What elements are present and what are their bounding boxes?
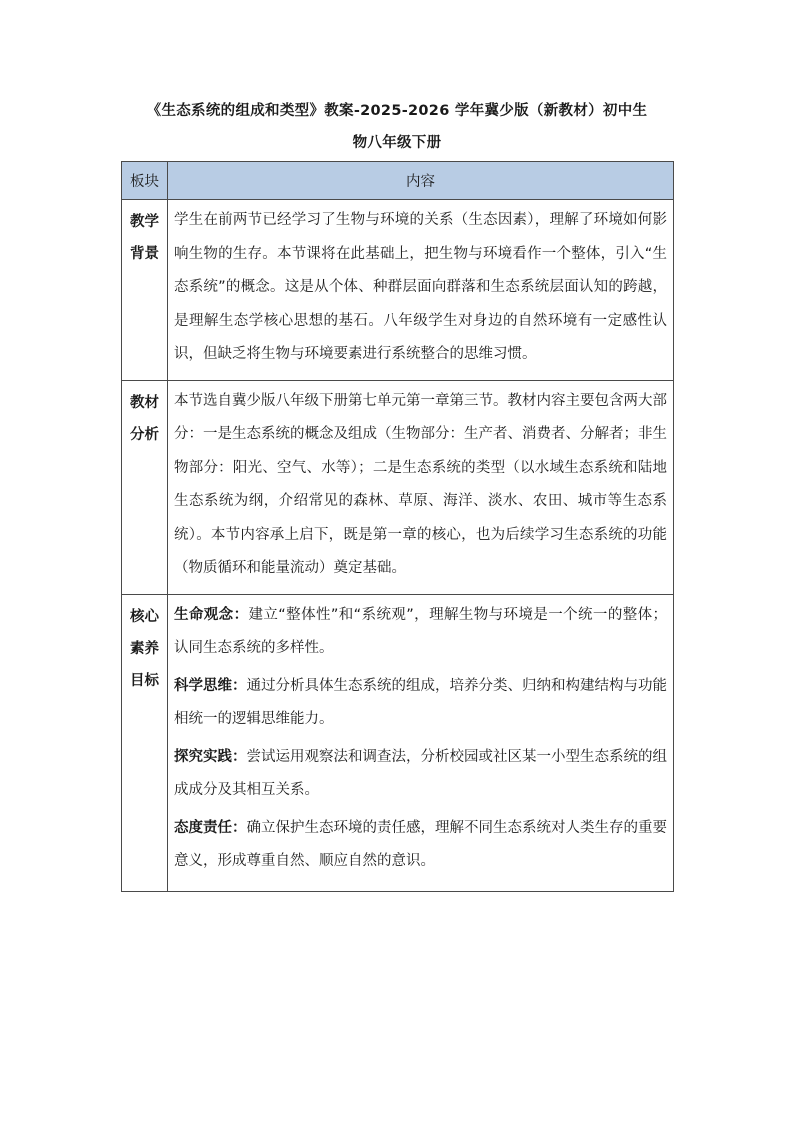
goal-scientific-thinking	[174, 670, 667, 737]
document-title	[110, 95, 684, 159]
goal-text: 建立“整体性”和“系统观”，理解生物与环境是一个统一的整体；认同生态系统的多样性。	[174, 606, 668, 656]
row-label-textbook-analysis	[122, 380, 168, 594]
row-label-teaching-background	[122, 200, 168, 381]
document-title-line-2: 物八年级下册	[352, 135, 442, 151]
goal-label: 生命观念：	[174, 606, 249, 623]
table-row-core-literacy-goals	[122, 594, 674, 891]
row-content-teaching-background: 学生在前两节已经学习了生物与环境的关系（生态因素），理解了环境如何影响生物的生存。本节课将在此基础上，把生物与环境看作一个整体，引入“生态系统”的概念。这是从个体、种群层面向群落和生态系统层面认知的跨越，是理解生态学核心思想的基石。八年级学生对身边的自然环境有一定感性认识，但缺乏将生物与环境要素进行系统整合的思维习惯。	[168, 200, 674, 381]
goal-text: 确立保护生态环境的责任感，理解不同生态系统对人类生存的重要意义，形成尊重自然、顺应自然的意识。	[174, 819, 667, 869]
goal-inquiry-practice	[174, 741, 667, 808]
row-label-text: 教学背景	[130, 214, 159, 262]
goal-life-concept	[174, 599, 667, 666]
row-label-core-literacy-goals	[122, 594, 168, 891]
row-content-textbook-analysis: 本节选自冀少版八年级下册第七单元第一章第三节。教材内容主要包含两大部分：一是生态系统的概念及组成（生物部分：生产者、消费者、分解者；非生物部分：阳光、空气、水等）；二是生态系统的类型（以水域生态系统和陆地生态系统为纲，介绍常见的森林、草原、海洋、淡水、农田、城市等生态系统）。本节内容承上启下，既是第一章的核心，也为后续学习生态系统的功能（物质循环和能量流动）奠定基础。	[168, 380, 674, 594]
goal-label: 态度责任：	[174, 819, 247, 836]
document-title-line-1: 《生态系统的组成和类型》教案-2025-2026 学年冀少版（新教材）初中生	[146, 103, 648, 119]
goal-label: 科学思维：	[174, 677, 247, 694]
goal-text: 尝试运用观察法和调查法，分析校园或社区某一小型生态系统的组成成分及其相互关系。	[174, 748, 667, 798]
lesson-plan-table	[121, 161, 674, 892]
table-header-row	[122, 162, 674, 200]
row-label-text: 核心素养目标	[130, 608, 159, 689]
goal-attitude-responsibility	[174, 812, 667, 879]
header-section: 板块	[122, 162, 168, 200]
goal-text: 通过分析具体生态系统的组成，培养分类、归纳和构建结构与功能相统一的逻辑思维能力。	[174, 677, 667, 727]
header-content: 内容	[168, 162, 674, 200]
goal-label: 探究实践：	[174, 748, 247, 765]
table-row-teaching-background	[122, 200, 674, 381]
table-row-textbook-analysis	[122, 380, 674, 594]
row-label-text: 教材分析	[130, 394, 159, 443]
row-content-core-literacy-goals	[168, 594, 674, 891]
